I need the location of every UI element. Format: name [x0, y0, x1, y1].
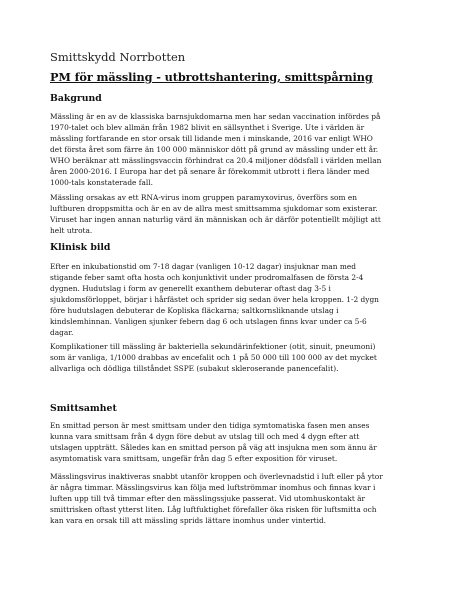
paragraph [50, 341, 428, 374]
text-line: åren 2000-2016. I Europa har det på senare år förekommit utbrott i flera länder med [50, 167, 370, 176]
paragraph [50, 192, 428, 236]
text-line: dygnen. Hudutslag i form av generellt exanthem debuterar oftast dag 3-5 i [50, 284, 331, 293]
text-line: smittrisken oftast ytterst liten. Låg luftfuktighet förefaller öka risken för luftsmitta och [50, 505, 377, 514]
text-line: WHO beräknar att mässlingsvaccin förhindrat ca 20.4 miljoner dödsfall i världen mellan [50, 156, 382, 165]
text-line: allvarliga och dödliga tillståndet SSPE (subakut skleroserande panencefalit). [50, 364, 339, 373]
document-title: PM för mässling - utbrottshantering, smittspårning [50, 70, 373, 84]
text-line: kan vara en orsak till att mässling sprids lättare inomhus under vintertid. [50, 516, 327, 525]
text-line: luftburen droppsmitta och är en av de allra mest smittsamma sjukdomar som existerar. [50, 204, 378, 213]
text-line: det första året som färre än 100 000 människor dött på grund av mässling under ett år. [50, 145, 379, 154]
text-line: asymtomatisk vara smittsam, ungefär från dag 5 efter exposition för viruset. [50, 454, 338, 463]
text-line: stigande feber samt ofta hosta och konjunktivit under prodromalfasen de första 2-4 [50, 273, 364, 282]
text-line: En smittad person är mest smittsam under den tidiga symtomatiska fasen men anses [50, 421, 370, 430]
text-line: 1000-tals konstaterade fall. [50, 178, 153, 187]
text-line: är några timmar. Mässlingsvirus kan följa med luftströmmar inomhus och finnas kvar i [50, 483, 376, 492]
text-line: helt utrota. [50, 226, 93, 235]
text-line: Efter en inkubationstid om 7-18 dagar (vanligen 10-12 dagar) insjuknar man med [50, 262, 356, 271]
paragraph [50, 111, 428, 188]
section-heading-bakgrund: Bakgrund [50, 93, 102, 104]
text-line: luften upp till två timmar efter den mässlingssjuke passerat. Vid utomhuskontakt är [50, 494, 366, 503]
organization-name: Smittskydd Norrbotten [50, 50, 186, 64]
text-line: dagar. [50, 328, 74, 337]
text-line: sjukdomsförloppet, börjar i hårfästet och sprider sig sedan över hela kroppen. 1-2 dygn [50, 295, 379, 304]
text-line: Mässling är en av de klassiska barnsjukdomarna men har sedan vaccination infördes på [50, 112, 381, 121]
paragraph [50, 261, 428, 338]
text-line: Mässlingsvirus inaktiveras snabbt utanför kroppen och överlevnadstid i luft eller på ytor [50, 472, 383, 481]
text-line: kindslemhinnan. Vanligen sjunker febern dag 6 och utslagen finns kvar under ca 5-6 [50, 317, 367, 326]
text-line: som är vanliga, 1/1000 drabbas av encefalit och 1 på 50 000 till 100 000 av det mycket [50, 353, 377, 362]
text-line: före hudutslagen debuterar de Kopliska fläckarna; saltkornsliknande utslag i [50, 306, 339, 315]
section-heading-klinisk-bild: Klinisk bild [50, 242, 111, 253]
text-line: Mässling orsakas av ett RNA-virus inom gruppen paramyxovirus, överförs som en [50, 193, 357, 202]
text-line: utslagen uppträtt. Således kan en smittad person på väg att insjukna men som ännu är [50, 443, 377, 452]
section-heading-smittsamhet: Smittsamhet [50, 403, 117, 414]
text-line: mässling fortfarande en stor orsak till lidande men i minskande, 2016 var enligt WHO [50, 134, 373, 143]
paragraph [50, 420, 428, 464]
text-line: 1970-talet och blev allmän från 1982 blivit en sällsynthet i Sverige. Ute i världen är [50, 123, 365, 132]
text-line: kunna vara smittsam från 4 dygn före debut av utslag till och med 4 dygn efter att [50, 432, 360, 441]
text-line: Viruset har ingen annan naturlig värd än människan och är därför potentiellt möjligt att [50, 215, 381, 224]
text-line: Komplikationer till mässling är bakteriella sekundärinfektioner (otit, sinuit, pneumoni) [50, 342, 376, 351]
paragraph [50, 471, 428, 526]
